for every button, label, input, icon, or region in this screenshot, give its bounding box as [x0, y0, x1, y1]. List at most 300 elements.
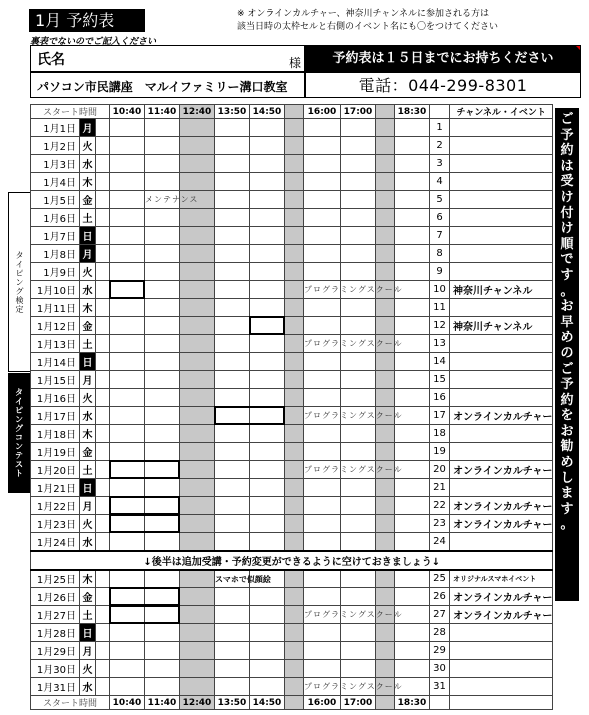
time-slot-cell[interactable]	[145, 245, 180, 263]
time-slot-cell[interactable]	[304, 588, 341, 606]
channel-event-cell[interactable]: 神奈川チャンネル	[450, 317, 553, 335]
time-slot-cell[interactable]	[376, 533, 395, 551]
time-slot-cell[interactable]	[285, 371, 304, 389]
time-slot-cell[interactable]	[250, 461, 285, 479]
time-slot-cell[interactable]	[304, 335, 403, 353]
time-slot-cell[interactable]	[110, 461, 145, 479]
time-slot-cell[interactable]	[180, 173, 215, 191]
time-slot-cell[interactable]	[250, 533, 285, 551]
time-slot-cell[interactable]	[145, 660, 180, 678]
time-slot-cell[interactable]	[215, 119, 250, 137]
time-slot-cell[interactable]	[180, 624, 215, 642]
time-slot-cell[interactable]	[304, 642, 341, 660]
time-slot-cell[interactable]	[376, 660, 395, 678]
time-slot-cell[interactable]	[285, 335, 304, 353]
time-slot-cell[interactable]	[376, 227, 395, 245]
time-slot-cell[interactable]	[180, 353, 215, 371]
check-cell[interactable]	[96, 263, 110, 281]
time-slot-cell[interactable]	[145, 335, 180, 353]
time-slot-cell[interactable]	[145, 678, 180, 696]
time-slot-cell[interactable]	[285, 353, 304, 371]
time-slot-cell[interactable]	[215, 407, 250, 425]
time-slot-cell[interactable]	[341, 588, 376, 606]
time-slot-cell[interactable]	[250, 660, 285, 678]
time-slot-cell[interactable]	[285, 389, 304, 407]
time-slot-cell[interactable]	[376, 497, 395, 515]
time-slot-cell[interactable]	[304, 660, 341, 678]
time-slot-cell[interactable]	[304, 425, 341, 443]
check-cell[interactable]	[96, 479, 110, 497]
time-slot-cell[interactable]	[145, 533, 180, 551]
time-slot-cell[interactable]	[376, 263, 395, 281]
time-slot-cell[interactable]	[145, 173, 180, 191]
time-slot-cell[interactable]	[110, 660, 145, 678]
time-slot-cell[interactable]	[285, 137, 304, 155]
time-slot-cell[interactable]	[180, 479, 215, 497]
time-slot-cell[interactable]	[376, 209, 395, 227]
time-slot-cell[interactable]	[215, 155, 250, 173]
time-slot-cell[interactable]	[250, 263, 285, 281]
time-slot-cell[interactable]	[250, 479, 285, 497]
time-slot-cell[interactable]	[180, 642, 215, 660]
time-slot-cell[interactable]	[180, 443, 215, 461]
time-slot-cell[interactable]	[180, 137, 215, 155]
check-cell[interactable]	[96, 173, 110, 191]
time-slot-cell[interactable]	[304, 678, 403, 696]
channel-event-cell[interactable]: オンラインカルチャー	[450, 407, 553, 425]
time-slot-cell[interactable]	[215, 497, 250, 515]
time-slot-cell[interactable]	[110, 497, 145, 515]
time-slot-cell[interactable]	[215, 624, 250, 642]
time-slot-cell[interactable]	[304, 407, 403, 425]
time-slot-cell[interactable]	[145, 299, 180, 317]
time-slot-cell[interactable]	[110, 173, 145, 191]
time-slot-cell[interactable]	[395, 389, 430, 407]
time-slot-cell[interactable]	[304, 173, 341, 191]
channel-event-cell[interactable]	[450, 371, 553, 389]
time-slot-cell[interactable]	[395, 588, 430, 606]
channel-event-cell[interactable]	[450, 155, 553, 173]
time-slot-cell[interactable]	[304, 497, 341, 515]
time-slot-cell[interactable]	[250, 137, 285, 155]
check-cell[interactable]	[96, 191, 110, 209]
time-slot-cell[interactable]	[376, 624, 395, 642]
time-slot-cell[interactable]	[250, 119, 285, 137]
time-slot-cell[interactable]	[250, 389, 285, 407]
time-slot-cell[interactable]	[215, 678, 250, 696]
time-slot-cell[interactable]	[304, 227, 341, 245]
time-slot-cell[interactable]	[110, 137, 145, 155]
time-slot-cell[interactable]	[285, 533, 304, 551]
time-slot-cell[interactable]	[341, 624, 376, 642]
time-slot-cell[interactable]	[285, 425, 304, 443]
channel-event-cell[interactable]: オンラインカルチャー	[450, 515, 553, 533]
time-slot-cell[interactable]	[285, 660, 304, 678]
channel-event-cell[interactable]	[450, 389, 553, 407]
check-cell[interactable]	[96, 227, 110, 245]
time-slot-cell[interactable]	[180, 317, 215, 335]
time-slot-cell[interactable]	[110, 191, 145, 209]
time-slot-cell[interactable]	[395, 515, 430, 533]
time-slot-cell[interactable]	[285, 407, 304, 425]
channel-event-cell[interactable]	[450, 678, 553, 696]
check-cell[interactable]	[96, 606, 110, 624]
time-slot-cell[interactable]	[250, 624, 285, 642]
time-slot-cell[interactable]	[285, 119, 304, 137]
time-slot-cell[interactable]	[215, 533, 250, 551]
time-slot-cell[interactable]	[304, 479, 341, 497]
time-slot-cell[interactable]	[285, 281, 304, 299]
time-slot-cell[interactable]	[145, 389, 180, 407]
time-slot-cell[interactable]	[215, 425, 250, 443]
time-slot-cell[interactable]	[110, 425, 145, 443]
time-slot-cell[interactable]	[215, 317, 250, 335]
time-slot-cell[interactable]	[285, 317, 304, 335]
time-slot-cell[interactable]	[250, 353, 285, 371]
time-slot-cell[interactable]	[145, 606, 180, 624]
time-slot-cell[interactable]	[395, 533, 430, 551]
channel-event-cell[interactable]: オリジナルスマホイベント	[450, 570, 553, 588]
time-slot-cell[interactable]	[304, 353, 341, 371]
time-slot-cell[interactable]	[180, 588, 215, 606]
time-slot-cell[interactable]	[341, 353, 376, 371]
time-slot-cell[interactable]	[341, 479, 376, 497]
time-slot-cell[interactable]	[285, 209, 304, 227]
check-cell[interactable]	[96, 155, 110, 173]
time-slot-cell[interactable]	[145, 191, 199, 209]
time-slot-cell[interactable]	[395, 642, 430, 660]
time-slot-cell[interactable]	[250, 299, 285, 317]
time-slot-cell[interactable]	[376, 479, 395, 497]
time-slot-cell[interactable]	[110, 642, 145, 660]
check-cell[interactable]	[96, 209, 110, 227]
time-slot-cell[interactable]	[250, 209, 285, 227]
time-slot-cell[interactable]	[110, 335, 145, 353]
time-slot-cell[interactable]	[250, 606, 285, 624]
time-slot-cell[interactable]	[285, 624, 304, 642]
time-slot-cell[interactable]	[110, 533, 145, 551]
channel-event-cell[interactable]	[450, 263, 553, 281]
check-cell[interactable]	[96, 137, 110, 155]
time-slot-cell[interactable]	[395, 263, 430, 281]
time-slot-cell[interactable]	[215, 389, 250, 407]
time-slot-cell[interactable]	[304, 245, 341, 263]
time-slot-cell[interactable]	[341, 173, 376, 191]
time-slot-cell[interactable]	[180, 407, 215, 425]
time-slot-cell[interactable]	[250, 425, 285, 443]
time-slot-cell[interactable]	[341, 515, 376, 533]
time-slot-cell[interactable]	[304, 317, 341, 335]
channel-event-cell[interactable]: オンラインカルチャー	[450, 588, 553, 606]
time-slot-cell[interactable]	[395, 443, 430, 461]
channel-event-cell[interactable]	[450, 479, 553, 497]
time-slot-cell[interactable]	[285, 173, 304, 191]
time-slot-cell[interactable]	[180, 461, 215, 479]
time-slot-cell[interactable]	[376, 299, 395, 317]
time-slot-cell[interactable]	[341, 497, 376, 515]
time-slot-cell[interactable]	[110, 245, 145, 263]
time-slot-cell[interactable]	[215, 443, 250, 461]
time-slot-cell[interactable]	[395, 245, 430, 263]
time-slot-cell[interactable]	[376, 371, 395, 389]
time-slot-cell[interactable]	[110, 678, 145, 696]
time-slot-cell[interactable]	[376, 443, 395, 461]
time-slot-cell[interactable]	[395, 191, 430, 209]
time-slot-cell[interactable]	[110, 570, 145, 588]
check-cell[interactable]	[96, 407, 110, 425]
time-slot-cell[interactable]	[285, 263, 304, 281]
time-slot-cell[interactable]	[376, 245, 395, 263]
time-slot-cell[interactable]	[341, 371, 376, 389]
time-slot-cell[interactable]	[180, 515, 215, 533]
time-slot-cell[interactable]	[110, 606, 145, 624]
time-slot-cell[interactable]	[304, 570, 341, 588]
time-slot-cell[interactable]	[250, 191, 285, 209]
check-cell[interactable]	[96, 588, 110, 606]
time-slot-cell[interactable]	[110, 227, 145, 245]
time-slot-cell[interactable]	[145, 317, 180, 335]
time-slot-cell[interactable]	[215, 461, 250, 479]
channel-event-cell[interactable]	[450, 353, 553, 371]
channel-event-cell[interactable]	[450, 137, 553, 155]
time-slot-cell[interactable]	[145, 497, 180, 515]
time-slot-cell[interactable]	[250, 173, 285, 191]
time-slot-cell[interactable]	[180, 155, 215, 173]
check-cell[interactable]	[96, 335, 110, 353]
time-slot-cell[interactable]	[285, 461, 304, 479]
time-slot-cell[interactable]	[341, 533, 376, 551]
time-slot-cell[interactable]	[304, 461, 403, 479]
time-slot-cell[interactable]	[145, 353, 180, 371]
time-slot-cell[interactable]	[215, 371, 250, 389]
time-slot-cell[interactable]	[110, 407, 145, 425]
time-slot-cell[interactable]	[395, 173, 430, 191]
time-slot-cell[interactable]	[215, 299, 250, 317]
check-cell[interactable]	[96, 245, 110, 263]
time-slot-cell[interactable]	[341, 299, 376, 317]
check-cell[interactable]	[96, 425, 110, 443]
time-slot-cell[interactable]	[376, 155, 395, 173]
time-slot-cell[interactable]	[110, 155, 145, 173]
time-slot-cell[interactable]	[180, 570, 215, 588]
time-slot-cell[interactable]	[376, 137, 395, 155]
time-slot-cell[interactable]	[376, 317, 395, 335]
check-cell[interactable]	[96, 642, 110, 660]
time-slot-cell[interactable]	[215, 227, 250, 245]
time-slot-cell[interactable]	[110, 515, 145, 533]
check-cell[interactable]	[96, 461, 110, 479]
time-slot-cell[interactable]	[304, 155, 341, 173]
time-slot-cell[interactable]	[110, 119, 145, 137]
time-slot-cell[interactable]	[376, 353, 395, 371]
time-slot-cell[interactable]	[285, 570, 304, 588]
time-slot-cell[interactable]	[304, 443, 341, 461]
time-slot-cell[interactable]	[145, 624, 180, 642]
check-cell[interactable]	[96, 533, 110, 551]
check-cell[interactable]	[96, 389, 110, 407]
check-cell[interactable]	[96, 317, 110, 335]
time-slot-cell[interactable]	[304, 119, 341, 137]
time-slot-cell[interactable]	[285, 497, 304, 515]
time-slot-cell[interactable]	[145, 137, 180, 155]
time-slot-cell[interactable]	[304, 389, 341, 407]
time-slot-cell[interactable]	[304, 299, 341, 317]
time-slot-cell[interactable]	[395, 353, 430, 371]
time-slot-cell[interactable]	[145, 642, 180, 660]
time-slot-cell[interactable]	[145, 407, 180, 425]
time-slot-cell[interactable]	[215, 191, 250, 209]
time-slot-cell[interactable]	[304, 191, 341, 209]
check-cell[interactable]	[96, 443, 110, 461]
time-slot-cell[interactable]	[215, 209, 250, 227]
time-slot-cell[interactable]	[250, 515, 285, 533]
time-slot-cell[interactable]	[110, 624, 145, 642]
check-cell[interactable]	[96, 497, 110, 515]
channel-event-cell[interactable]: オンラインカルチャー	[450, 606, 553, 624]
time-slot-cell[interactable]	[376, 191, 395, 209]
time-slot-cell[interactable]	[145, 461, 180, 479]
time-slot-cell[interactable]	[341, 191, 376, 209]
time-slot-cell[interactable]	[215, 335, 250, 353]
time-slot-cell[interactable]	[395, 660, 430, 678]
time-slot-cell[interactable]	[250, 245, 285, 263]
channel-event-cell[interactable]	[450, 335, 553, 353]
time-slot-cell[interactable]	[250, 155, 285, 173]
time-slot-cell[interactable]	[304, 137, 341, 155]
channel-event-cell[interactable]	[450, 660, 553, 678]
time-slot-cell[interactable]	[341, 660, 376, 678]
time-slot-cell[interactable]	[145, 425, 180, 443]
time-slot-cell[interactable]	[250, 443, 285, 461]
time-slot-cell[interactable]	[180, 335, 215, 353]
time-slot-cell[interactable]	[250, 227, 285, 245]
time-slot-cell[interactable]	[285, 227, 304, 245]
check-cell[interactable]	[96, 371, 110, 389]
time-slot-cell[interactable]	[376, 425, 395, 443]
time-slot-cell[interactable]	[215, 353, 250, 371]
check-cell[interactable]	[96, 570, 110, 588]
time-slot-cell[interactable]	[285, 606, 304, 624]
time-slot-cell[interactable]	[395, 425, 430, 443]
time-slot-cell[interactable]	[180, 281, 215, 299]
time-slot-cell[interactable]	[215, 479, 250, 497]
time-slot-cell[interactable]	[304, 281, 403, 299]
time-slot-cell[interactable]	[215, 137, 250, 155]
time-slot-cell[interactable]	[341, 119, 376, 137]
time-slot-cell[interactable]	[250, 407, 285, 425]
time-slot-cell[interactable]	[180, 425, 215, 443]
time-slot-cell[interactable]	[341, 227, 376, 245]
time-slot-cell[interactable]	[304, 371, 341, 389]
time-slot-cell[interactable]	[395, 624, 430, 642]
time-slot-cell[interactable]	[110, 443, 145, 461]
time-slot-cell[interactable]	[376, 119, 395, 137]
time-slot-cell[interactable]	[376, 389, 395, 407]
check-cell[interactable]	[96, 678, 110, 696]
time-slot-cell[interactable]	[110, 281, 145, 299]
time-slot-cell[interactable]	[215, 588, 250, 606]
time-slot-cell[interactable]	[110, 479, 145, 497]
time-slot-cell[interactable]	[250, 335, 285, 353]
time-slot-cell[interactable]	[341, 570, 376, 588]
time-slot-cell[interactable]	[304, 624, 341, 642]
time-slot-cell[interactable]	[285, 642, 304, 660]
check-cell[interactable]	[96, 353, 110, 371]
time-slot-cell[interactable]	[110, 209, 145, 227]
time-slot-cell[interactable]	[341, 443, 376, 461]
channel-event-cell[interactable]	[450, 533, 553, 551]
time-slot-cell[interactable]	[250, 588, 285, 606]
time-slot-cell[interactable]	[215, 173, 250, 191]
time-slot-cell[interactable]	[110, 317, 145, 335]
time-slot-cell[interactable]	[285, 299, 304, 317]
time-slot-cell[interactable]	[250, 642, 285, 660]
check-cell[interactable]	[96, 119, 110, 137]
time-slot-cell[interactable]	[145, 155, 180, 173]
time-slot-cell[interactable]	[304, 515, 341, 533]
time-slot-cell[interactable]	[341, 317, 376, 335]
time-slot-cell[interactable]	[395, 371, 430, 389]
check-cell[interactable]	[96, 299, 110, 317]
channel-event-cell[interactable]	[450, 227, 553, 245]
time-slot-cell[interactable]	[285, 678, 304, 696]
time-slot-cell[interactable]	[376, 588, 395, 606]
time-slot-cell[interactable]	[304, 263, 341, 281]
time-slot-cell[interactable]	[180, 678, 215, 696]
time-slot-cell[interactable]	[215, 263, 250, 281]
channel-event-cell[interactable]: オンラインカルチャー	[450, 497, 553, 515]
time-slot-cell[interactable]	[376, 515, 395, 533]
time-slot-cell[interactable]	[180, 497, 215, 515]
time-slot-cell[interactable]	[341, 137, 376, 155]
time-slot-cell[interactable]	[145, 371, 180, 389]
time-slot-cell[interactable]	[180, 263, 215, 281]
time-slot-cell[interactable]	[145, 227, 180, 245]
time-slot-cell[interactable]	[180, 119, 215, 137]
time-slot-cell[interactable]	[180, 227, 215, 245]
time-slot-cell[interactable]	[341, 263, 376, 281]
time-slot-cell[interactable]	[215, 281, 250, 299]
time-slot-cell[interactable]	[285, 155, 304, 173]
time-slot-cell[interactable]	[110, 371, 145, 389]
channel-event-cell[interactable]	[450, 191, 553, 209]
check-cell[interactable]	[96, 515, 110, 533]
time-slot-cell[interactable]	[180, 389, 215, 407]
time-slot-cell[interactable]	[145, 281, 180, 299]
time-slot-cell[interactable]	[376, 642, 395, 660]
channel-event-cell[interactable]	[450, 443, 553, 461]
time-slot-cell[interactable]	[180, 209, 215, 227]
time-slot-cell[interactable]	[110, 389, 145, 407]
time-slot-cell[interactable]	[180, 299, 215, 317]
check-cell[interactable]	[96, 281, 110, 299]
time-slot-cell[interactable]	[215, 570, 271, 588]
time-slot-cell[interactable]	[376, 173, 395, 191]
time-slot-cell[interactable]	[395, 137, 430, 155]
channel-event-cell[interactable]	[450, 173, 553, 191]
time-slot-cell[interactable]	[395, 570, 430, 588]
time-slot-cell[interactable]	[304, 209, 341, 227]
time-slot-cell[interactable]	[395, 479, 430, 497]
channel-event-cell[interactable]	[450, 209, 553, 227]
time-slot-cell[interactable]	[145, 119, 180, 137]
time-slot-cell[interactable]	[395, 155, 430, 173]
time-slot-cell[interactable]	[376, 570, 395, 588]
time-slot-cell[interactable]	[180, 533, 215, 551]
time-slot-cell[interactable]	[215, 606, 250, 624]
time-slot-cell[interactable]	[341, 425, 376, 443]
channel-event-cell[interactable]	[450, 245, 553, 263]
